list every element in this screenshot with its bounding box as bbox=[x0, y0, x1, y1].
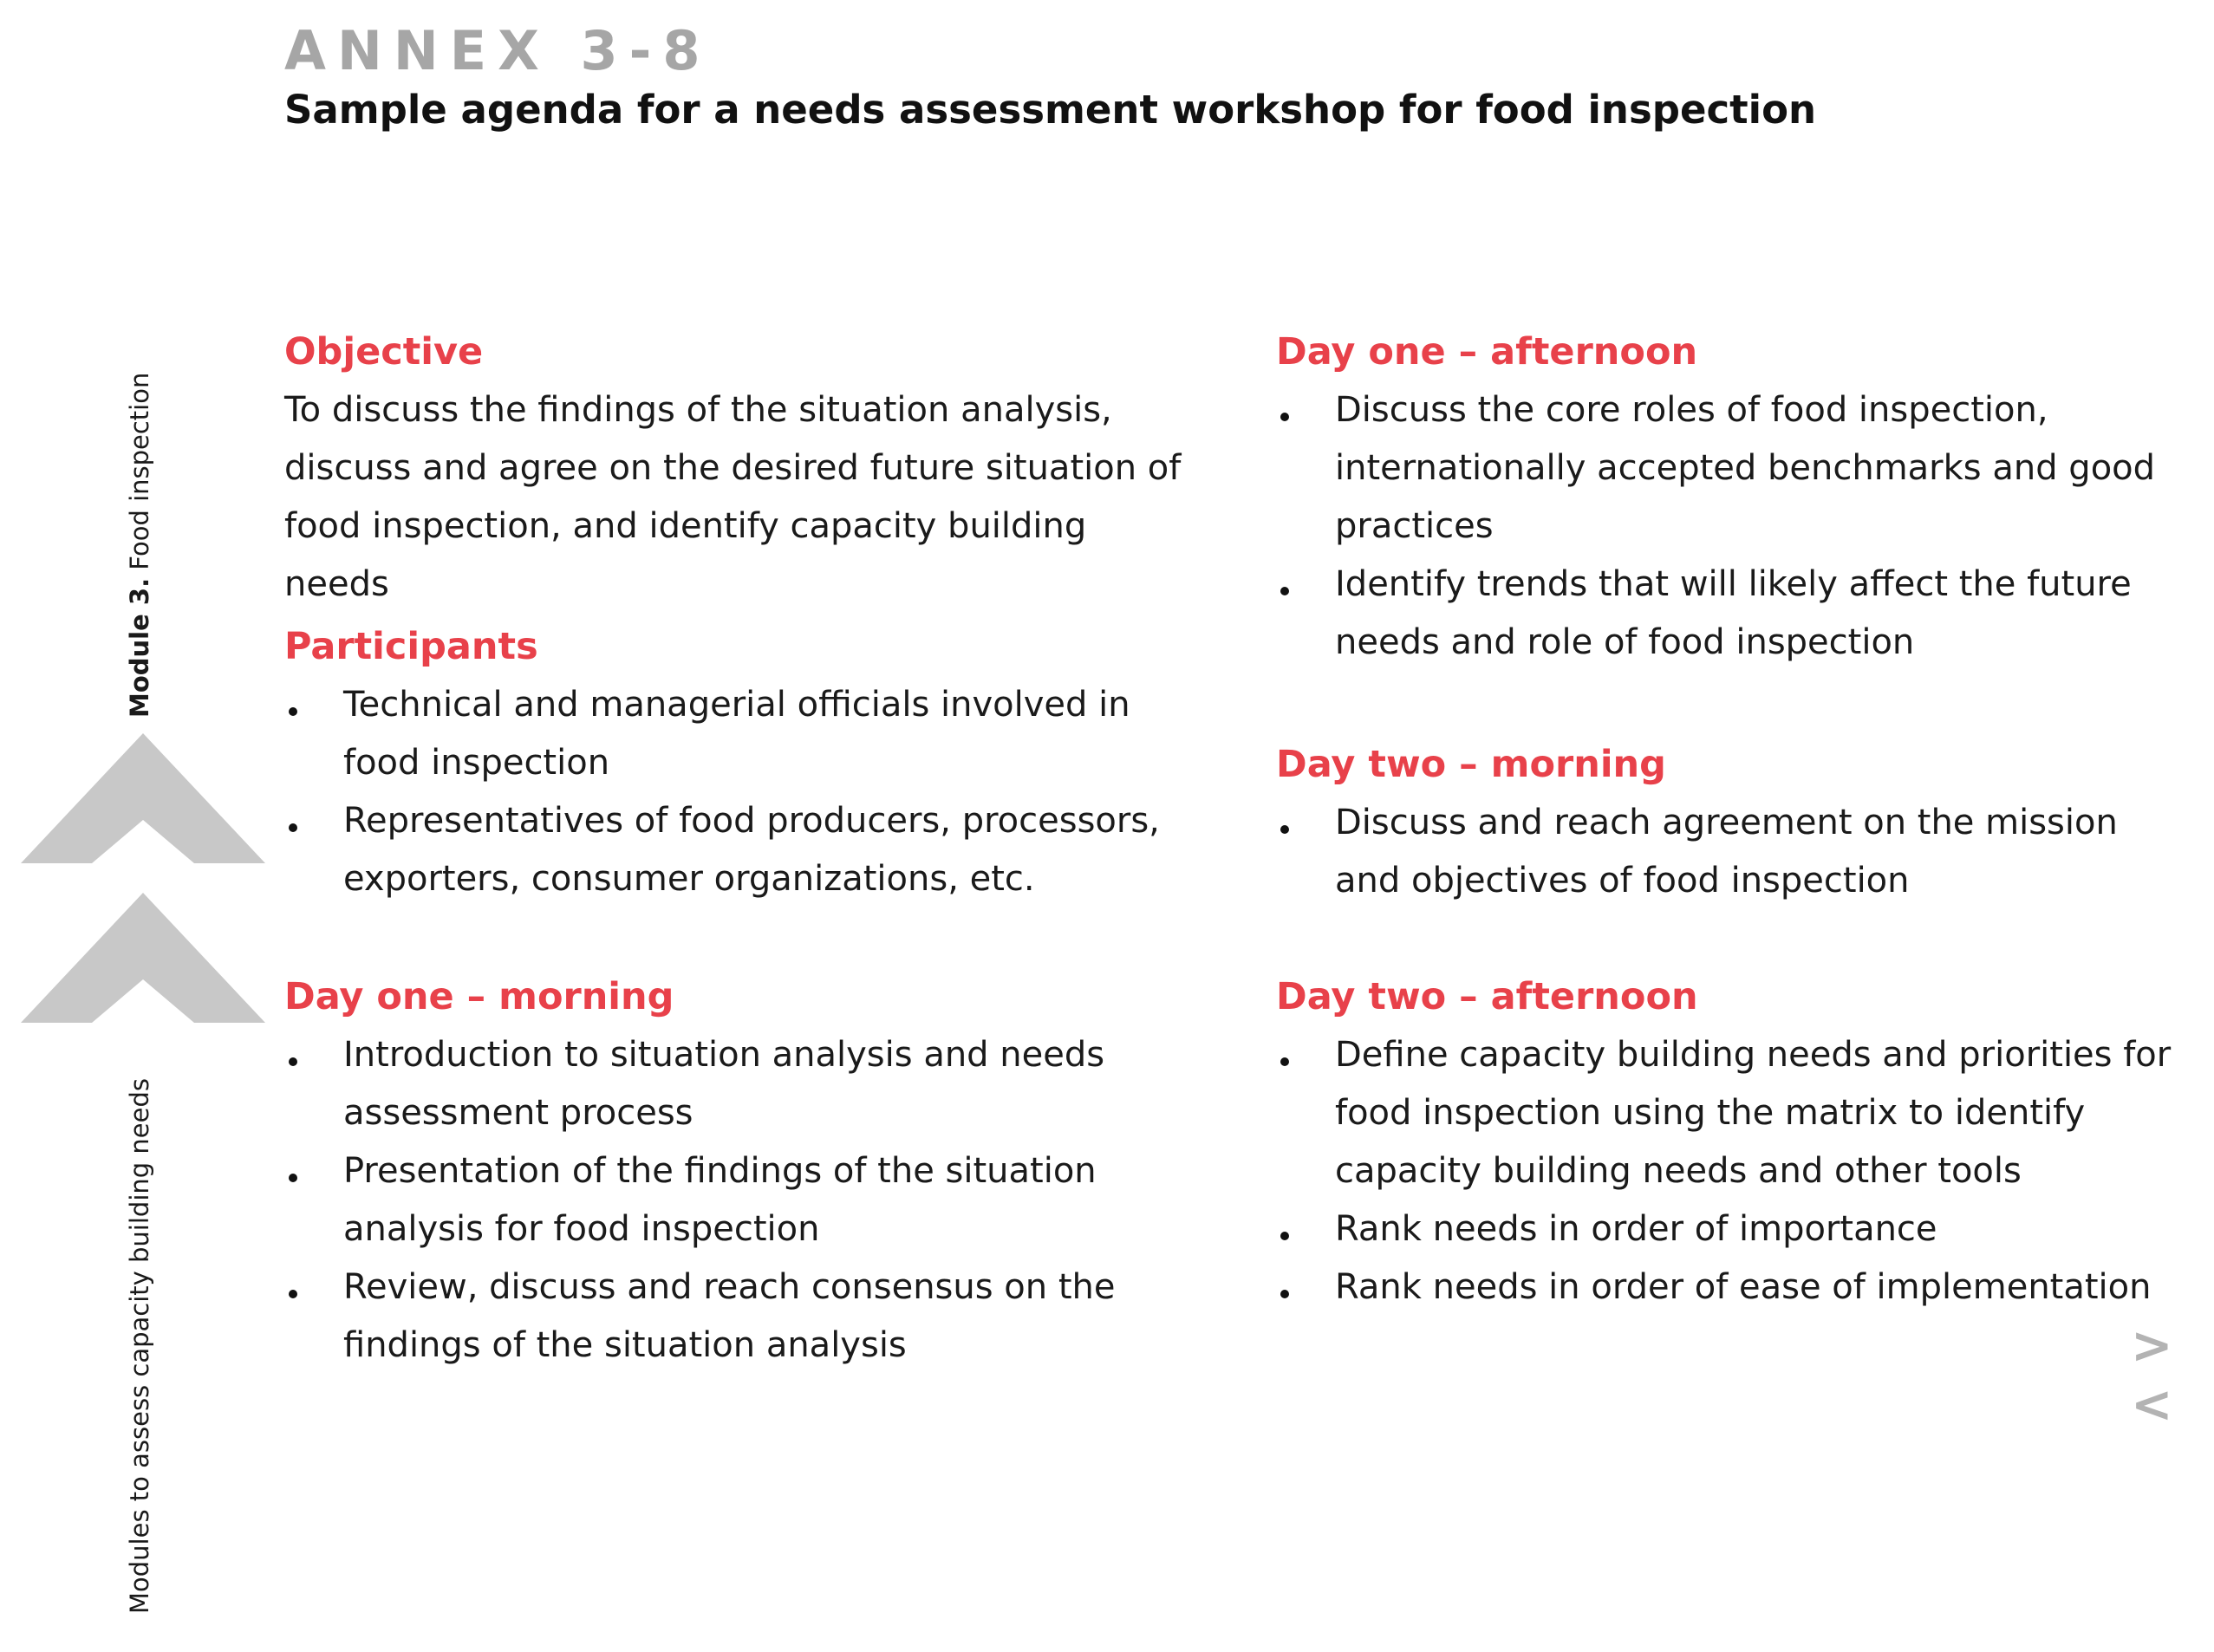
section-heading: Day two – morning bbox=[1276, 743, 1666, 786]
section-participants bbox=[284, 617, 1195, 908]
section-day-two-afternoon bbox=[1276, 967, 2186, 1317]
chevron-up-icon bbox=[21, 893, 265, 1023]
list-item: Discuss the core roles of food inspection, internationally accepted benchmarks and good practices bbox=[1276, 381, 2186, 556]
section-day-two-morning bbox=[1276, 735, 2186, 910]
section-heading: Objective bbox=[284, 330, 484, 374]
side-module-title: Food inspection bbox=[125, 372, 154, 578]
page-title: Sample agenda for a needs assessment workshop for food inspection bbox=[284, 87, 1817, 133]
day-two-morning-list bbox=[1276, 794, 2186, 910]
list-item: Rank needs in order of importance bbox=[1276, 1200, 2186, 1259]
list-item: Introduction to situation analysis and needs assessment process bbox=[284, 1026, 1195, 1142]
section-day-one-afternoon bbox=[1276, 322, 2186, 672]
side-module-number: Module 3. bbox=[125, 577, 154, 718]
page-nav-arrows[interactable]: >< bbox=[2131, 1316, 2178, 1434]
participants-list bbox=[284, 676, 1195, 908]
objective-text: To discuss the findings of the situation analysis, discuss and agree on the desired future situation of food inspection, and identify capacity building needs bbox=[284, 390, 1182, 604]
day-one-afternoon-list bbox=[1276, 381, 2186, 672]
list-item: Review, discuss and reach consensus on the findings of the situation analysis bbox=[284, 1259, 1195, 1375]
list-item: Rank needs in order of ease of implementation bbox=[1276, 1259, 2186, 1317]
list-item: Representatives of food producers, processors, exporters, consumer organizations, etc. bbox=[284, 792, 1195, 908]
list-item: Define capacity building needs and priorities for food inspection using the matrix to identify capacity building needs and other tools bbox=[1276, 1026, 2186, 1200]
section-heading: Day one – afternoon bbox=[1276, 330, 1698, 374]
side-modules-label: Modules to assess capacity building needs bbox=[125, 1078, 154, 1614]
list-item: Presentation of the findings of the situation analysis for food inspection bbox=[284, 1142, 1195, 1259]
annex-label: ANNEX 3-8 bbox=[284, 19, 712, 82]
section-heading: Participants bbox=[284, 625, 538, 668]
section-objective bbox=[284, 322, 1195, 614]
section-day-one-morning bbox=[284, 967, 1195, 1375]
section-heading: Day two – afternoon bbox=[1276, 975, 1698, 1018]
chevron-up-icon bbox=[21, 733, 265, 863]
day-two-afternoon-list bbox=[1276, 1026, 2186, 1317]
list-item: Identify trends that will likely affect the future needs and role of food inspection bbox=[1276, 556, 2186, 672]
day-one-morning-list bbox=[284, 1026, 1195, 1375]
side-module-label bbox=[125, 373, 154, 718]
list-item: Technical and managerial officials involved in food inspection bbox=[284, 676, 1195, 792]
list-item: Discuss and reach agreement on the mission and objectives of food inspection bbox=[1276, 794, 2186, 910]
section-heading: Day one – morning bbox=[284, 975, 674, 1018]
